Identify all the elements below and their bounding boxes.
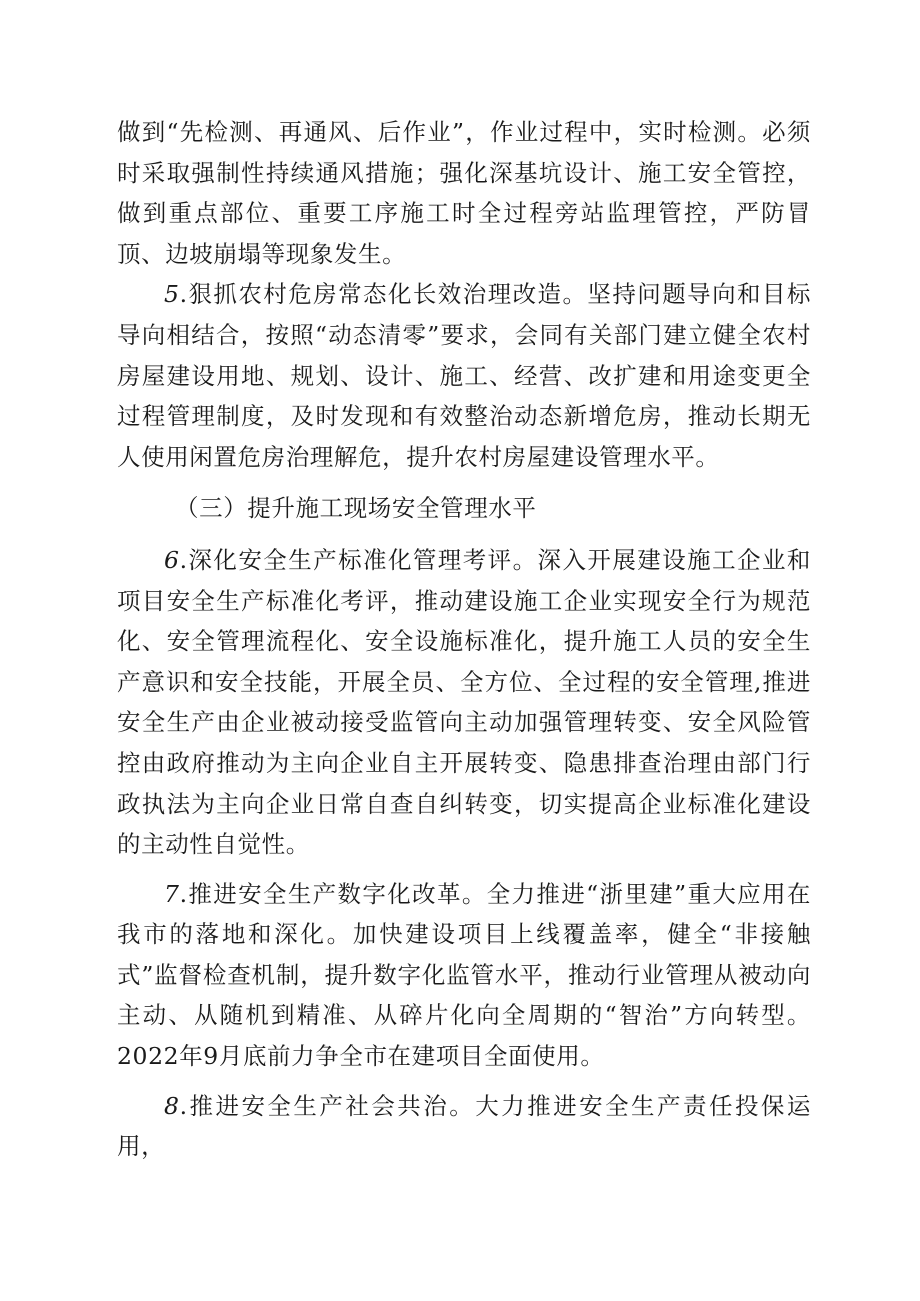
item-number: 5 [164,280,180,309]
spacer [117,1077,811,1086]
item-text: .推进安全生产数字化改革。全力推进“浙里建”重大应用在我市的落地和深化。加快建设项目上线覆盖率，健全“非接触式”监督检查机制，提升数字化监管水平，推动行业管理从被动向主动、从随机到精准、从碎片化向全周期的“智治”方向转型。2022年9月底前力争全市在建项目全面使用。 [117,879,811,1071]
item-text: .推进安全生产社会共治。大力推进安全生产责任投保运用， [117,1091,811,1161]
item-text: .深化安全生产标准化管理考评。深入开展建设施工企业和项目安全生产标准化考评，推动建设施工企业实现安全行为规范化、安全管理流程化、安全设施标准化，提升施工人员的安全生产意识和安全技能，开展全员、全方位、全过程的安全管理,推进安全生产由企业被动接受监管向主动加强管理转变、安全风险管控由政府推动为主向企业自主开展转变、隐患排查治理由部门行政执法为主向企业日常自查自纠转变，切实提高企业标准化建设的主动性自觉性。 [117,545,811,859]
section-heading: （三）提升施工现场安全管理水平 [175,494,537,523]
paragraph-item-7 [117,874,811,1077]
item-text: .狠抓农村危房常态化长效治理改造。坚持问题导向和目标导向相结合，按照“动态清零”要求，会同有关部门建立健全农村房屋建设用地、规划、设计、施工、经营、改扩建和用途变更全过程管理制度，及时发现和有效整治动态新增危房，推动长期无人使用闲置危房治理解危，提升农村房屋建设管理水平。 [117,280,811,471]
item-number: 7 [164,879,180,908]
paragraph-item-5 [117,274,811,477]
spacer [117,529,811,540]
item-number: 6 [164,545,180,574]
spacer [117,865,811,874]
document-page [117,112,811,1167]
paragraph-item-6 [117,540,811,865]
paragraph-continued: 做到“先检测、再通风、后作业”，作业过程中，实时检测。必须时采取强制性持续通风措施；强化深基坑设计、施工安全管控，做到重点部位、重要工序施工时全过程旁站监理管控，严防冒顶、边坡崩塌等现象发生。 [117,118,811,268]
paragraph-item-8 [117,1086,811,1167]
item-number: 8 [164,1091,180,1120]
spacer [117,477,811,488]
